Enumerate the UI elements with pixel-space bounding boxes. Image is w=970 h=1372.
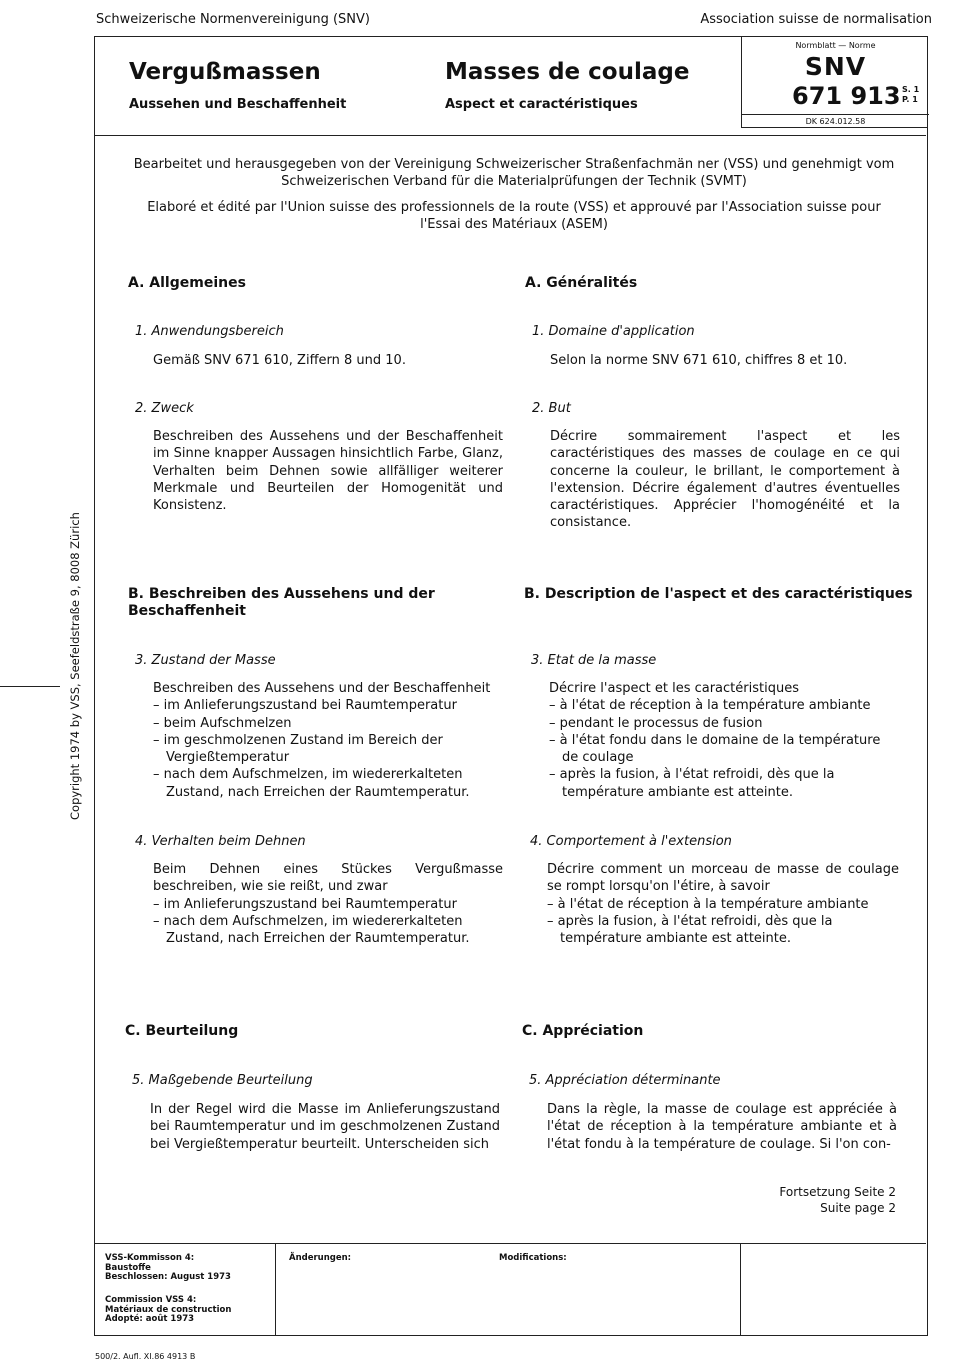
date-de: Beschlossen: August 1973 bbox=[105, 1272, 231, 1282]
header-separator bbox=[95, 135, 926, 136]
date-fr: Adopté: août 1973 bbox=[105, 1314, 195, 1324]
list-item: – après la fusion, à l'état refroidi, dès que la température ambiante est atteinte. bbox=[549, 767, 835, 800]
list-item: – pendant le processus de fusion bbox=[549, 715, 763, 731]
s3-title-de: 3. Zustand der Masse bbox=[135, 653, 276, 668]
margin-mark bbox=[0, 686, 60, 687]
list-item: – nach dem Aufschmelzen, im wiedererkalteten Zustand, nach Erreichen der Raumtemperatur. bbox=[153, 767, 470, 800]
norm-snv: SNV bbox=[804, 52, 867, 81]
s3-intro-fr: Décrire l'aspect et les caractéristiques bbox=[549, 681, 799, 696]
section-b-heading-fr: B. Description de l'aspect et des caractéristiques bbox=[524, 586, 913, 602]
s5-text-fr: Dans la règle, la masse de coulage est appréciée à l'état de réception à la température ambiante et à l'état fondu à la température de coulage. Si l'on con- bbox=[547, 1102, 897, 1152]
list-item: – à l'état de réception à la température ambiante bbox=[547, 896, 869, 912]
s5-title-fr: 5. Appréciation déterminante bbox=[529, 1073, 721, 1088]
s4-intro-de: Beim Dehnen eines Stückes Vergußmasse beschreiben, wie sie reißt, und zwar bbox=[153, 862, 503, 895]
commission-de: VSS-Kommisson 4: bbox=[105, 1253, 195, 1263]
norm-page-s: S. 1 bbox=[902, 85, 920, 94]
norm-divider bbox=[742, 114, 929, 115]
list-item: – après la fusion, à l'état refroidi, dès que la température ambiante est atteinte. bbox=[547, 913, 833, 947]
s2-title-fr: 2. But bbox=[532, 401, 571, 416]
continuation-de: Fortsetzung Seite 2 bbox=[779, 1185, 896, 1199]
section-c-heading-de: C. Beurteilung bbox=[125, 1023, 239, 1039]
section-a-heading-fr: A. Généralités bbox=[525, 275, 638, 291]
s1-title-fr: 1. Domaine d'application bbox=[532, 324, 695, 339]
footer-commission-de bbox=[105, 1254, 231, 1283]
s3-list-de bbox=[153, 680, 503, 801]
continuation-fr: Suite page 2 bbox=[820, 1201, 896, 1215]
print-number: 500/2. Aufl. XI.86 4913 B bbox=[95, 1352, 196, 1361]
footer-box bbox=[95, 1243, 926, 1336]
copyright-notice: Copyright 1974 by VSS, Seefeldstraße 9, 8008 Zürich bbox=[68, 512, 82, 820]
footer-commission-fr bbox=[105, 1296, 231, 1325]
s1-title-de: 1. Anwendungsbereich bbox=[135, 324, 284, 339]
list-item: – im Anlieferungszustand bei Raumtemperatur bbox=[153, 698, 457, 714]
footer-divider-1 bbox=[275, 1244, 276, 1336]
title-fr: Masses de coulage bbox=[445, 59, 690, 85]
list-item: – nach dem Aufschmelzen, im wiedererkalteten Zustand, nach Erreichen der Raumtemperatur. bbox=[153, 913, 470, 947]
s1-text-fr: Selon la norme SNV 671 610, chiffres 8 et 10. bbox=[550, 353, 848, 368]
s4-title-de: 4. Verhalten beim Dehnen bbox=[135, 834, 306, 849]
s4-intro-fr: Décrire comment un morceau de masse de coulage se rompt lorsqu'on l'étire, à savoir bbox=[547, 862, 899, 895]
org-name-fr: Association suisse de normalisation bbox=[700, 12, 932, 27]
norm-page-p: P. 1 bbox=[902, 95, 918, 104]
intro-fr: Elaboré et édité par l'Union suisse des professionnels de la route (VSS) et approuvé par l'Association suisse pour l'Essai des Matériaux (ASEM) bbox=[147, 200, 881, 232]
footer-divider-2 bbox=[740, 1244, 741, 1336]
norm-label: Normblatt — Norme bbox=[795, 41, 876, 50]
s2-text-de: Beschreiben des Aussehens und der Beschaffenheit im Sinne knapper Aussagen hinsichtlich Farbe, Glanz, Verhalten beim Dehnen sowie allfälliger weiterer Merkmale und Beurteilen der Homogenität und Konsistenz. bbox=[153, 429, 503, 514]
list-item: – beim Aufschmelzen bbox=[153, 715, 292, 731]
section-a-heading-de: A. Allgemeines bbox=[128, 275, 246, 291]
norm-dk: DK 624.012.58 bbox=[805, 117, 866, 126]
changes-de: Änderungen: bbox=[289, 1253, 352, 1263]
topic-de: Baustoffe bbox=[105, 1262, 151, 1273]
s2-title-de: 2. Zweck bbox=[135, 401, 194, 416]
list-item: – im Anlieferungszustand bei Raumtemperatur bbox=[153, 896, 457, 912]
s3-intro-de: Beschreiben des Aussehens und der Beschaffenheit bbox=[153, 681, 491, 696]
s4-title-fr: 4. Comportement à l'extension bbox=[530, 834, 732, 849]
intro-de: Bearbeitet und herausgegeben von der Vereinigung Schweizerischer Straßenfachmän ner (VSS) und genehmigt vom Schweizerischen Verband für die Materialprüfungen der Technik (SVMT) bbox=[133, 157, 895, 189]
s3-list-fr bbox=[549, 680, 899, 801]
s4-list-de bbox=[153, 861, 503, 947]
list-item: – à l'état fondu dans le domaine de la température de coulage bbox=[549, 732, 881, 766]
norm-page bbox=[902, 85, 919, 105]
subtitle-fr: Aspect et caractéristiques bbox=[445, 97, 638, 112]
subtitle-de: Aussehen und Beschaffenheit bbox=[129, 97, 347, 112]
section-c-heading-fr: C. Appréciation bbox=[522, 1023, 644, 1039]
s5-title-de: 5. Maßgebende Beurteilung bbox=[132, 1073, 313, 1088]
continuation-note bbox=[779, 1184, 896, 1216]
section-b-heading-de: B. Beschreiben des Aussehens und der Beschaffenheit bbox=[128, 586, 435, 619]
s2-text-fr: Décrire sommairement l'aspect et les caractéristiques des masses de coulage en ce qui concerne la couleur, le brillant, le comportement à l'extension. Décrire également d'autres éventuelles caractéristiques. Apprécier l'homogénéité et la consistance. bbox=[550, 429, 900, 531]
norm-number: 671 913 bbox=[792, 82, 901, 110]
s1-text-de: Gemäß SNV 671 610, Ziffern 8 und 10. bbox=[153, 353, 406, 368]
norm-box bbox=[741, 36, 928, 128]
list-item: – à l'état de réception à la température ambiante bbox=[549, 698, 871, 714]
title-de: Vergußmassen bbox=[129, 59, 321, 85]
list-item: – im geschmolzenen Zustand im Bereich der Vergießtemperatur bbox=[153, 732, 443, 766]
org-name-de: Schweizerische Normenvereinigung (SNV) bbox=[96, 12, 370, 27]
commission-fr: Commission VSS 4: bbox=[105, 1295, 197, 1305]
s4-list-fr bbox=[547, 861, 899, 947]
s5-text-de: In der Regel wird die Masse im Anlieferungszustand bei Raumtemperatur und im geschmolzenen Zustand bei Vergießtemperatur beurteilt. Unterscheiden sich bbox=[150, 1102, 500, 1152]
topic-fr: Matériaux de construction bbox=[105, 1304, 232, 1315]
s3-title-fr: 3. Etat de la masse bbox=[531, 653, 657, 668]
changes-fr: Modifications: bbox=[499, 1253, 567, 1263]
